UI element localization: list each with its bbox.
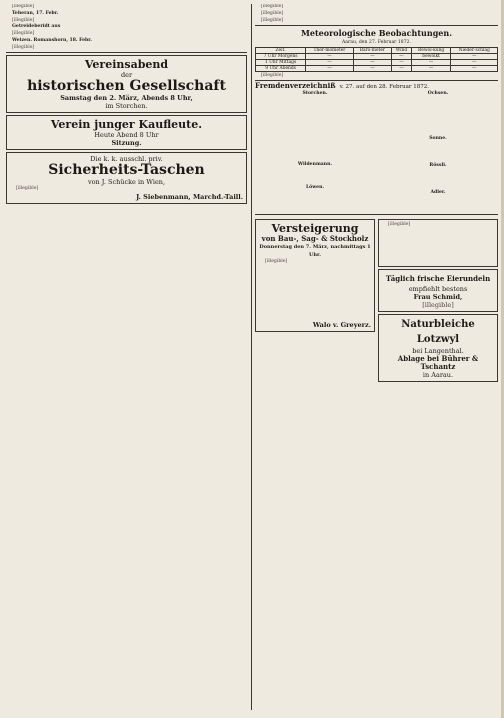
table-cell: — xyxy=(306,66,353,72)
ad-line: empfiehlt bestens xyxy=(408,284,468,293)
report-heading: Getreideberidt aus xyxy=(12,24,61,30)
article-paragraph: [illegible] xyxy=(261,4,284,9)
ad-line: [illegible] xyxy=(422,300,454,309)
guest-list xyxy=(255,190,375,212)
ad-title: Verein junger Kaufleute. xyxy=(50,117,203,131)
advertisement-kaufleute xyxy=(6,115,247,150)
ad-heading: Sicherheits-Taschen xyxy=(48,161,205,178)
column-header: Wind xyxy=(392,48,412,54)
table-cell: — xyxy=(451,66,498,72)
hotel-heading: Storchen. xyxy=(302,90,328,96)
hotel-heading: Ochsen. xyxy=(427,90,449,96)
guest-list xyxy=(255,167,375,185)
table-cell: — xyxy=(306,60,353,66)
ad-heading: historischen Gesellschaft xyxy=(27,77,226,94)
guest-list xyxy=(378,96,498,136)
guest-register xyxy=(255,83,498,212)
guest-register-columns xyxy=(255,91,498,213)
meteorological-section xyxy=(255,28,498,79)
ad-line: Die k. k. ausschl. priv. xyxy=(90,154,163,163)
table-cell: 1 Uhr Mittags xyxy=(256,60,306,66)
ad-title: Versteigerung xyxy=(271,222,359,236)
ad-body: [illegible] xyxy=(265,259,288,265)
table-cell: — xyxy=(411,66,451,72)
bottom-ads xyxy=(255,217,498,384)
ad-signature: Walo v. Greyerz. xyxy=(312,320,371,329)
ad-line: Sitzung. xyxy=(111,138,142,147)
divider xyxy=(255,214,498,215)
article-paragraph: [illegible] xyxy=(12,17,35,23)
newspaper-page xyxy=(6,4,498,714)
advertisement-naturbleiche xyxy=(378,314,498,382)
advertisement-text xyxy=(378,219,498,267)
ad-signature: J. Siebenmann, Marchd.-Taill. xyxy=(136,192,243,201)
section-title: Meteorologische Beobachtungen. xyxy=(301,27,452,38)
ad-line: Donnerstag den 7. März, nachmittags 1 Uhr. xyxy=(259,244,371,259)
section-title: Fremdenverzeichniß xyxy=(255,81,336,91)
guest-list xyxy=(378,141,498,163)
hotel-heading: Wildenmann. xyxy=(297,161,333,167)
advertisement-vereinsabend xyxy=(6,55,247,113)
report-heading: Weizen. Romanshorn, 18. Febr. xyxy=(12,37,92,43)
ad-heading: von Bau-, Sag- & Stockholz xyxy=(261,234,369,244)
bottom-ads-left xyxy=(255,217,375,384)
ad-body: [illegible] xyxy=(16,185,39,191)
meteo-note: [illegible] xyxy=(261,73,284,78)
table-cell: — xyxy=(451,60,498,66)
bottom-ads-right xyxy=(378,217,498,384)
ad-heading: Naturbleiche Lotzwyl xyxy=(401,318,475,345)
column-header: Baro-meter xyxy=(353,48,391,54)
hotel-heading: Adler. xyxy=(430,190,446,196)
section-subtitle: v. 27. auf den 28. Februar 1872. xyxy=(339,84,430,91)
column-header: Zeit. xyxy=(256,48,306,54)
dateline: Teheran, 17. Febr. xyxy=(12,10,59,16)
ad-line: in Aarau. xyxy=(422,370,454,379)
guest-list xyxy=(378,168,498,190)
ad-line: Heute Abend 8 Uhr xyxy=(94,130,159,139)
section-subtitle: Aarau, den 27. Februar 1872. xyxy=(341,39,411,45)
ad-body: [illegible] xyxy=(388,222,411,228)
ad-line: im Storchen. xyxy=(105,101,148,110)
advertisement-eierundeln xyxy=(378,269,498,312)
divider xyxy=(6,52,247,53)
guest-column-left xyxy=(255,91,375,213)
ad-title: Täglich frische Eierundeln xyxy=(385,273,491,283)
article-paragraph: [illegible] xyxy=(12,4,35,9)
table-cell: — xyxy=(353,66,391,72)
guest-list xyxy=(378,196,498,210)
right-column xyxy=(255,4,498,384)
table-cell: — xyxy=(451,54,498,60)
ad-line: der xyxy=(120,70,133,79)
left-column xyxy=(6,4,247,206)
table-cell: — xyxy=(306,54,353,60)
article-paragraph: [illegible] xyxy=(12,31,35,36)
ad-line: bei Langenthal. xyxy=(412,346,464,355)
table-cell: 7 Uhr Morgens xyxy=(256,54,306,60)
hotel-heading: Sonne. xyxy=(429,135,447,141)
table-cell: — xyxy=(411,60,451,66)
hotel-heading: Rössli. xyxy=(429,163,447,168)
weather-table xyxy=(255,47,498,72)
table-cell: — xyxy=(392,60,412,66)
column-divider xyxy=(251,4,252,710)
guest-column-right xyxy=(378,91,498,213)
table-cell: — xyxy=(392,66,412,72)
advertisement-versteigerung xyxy=(255,219,375,332)
advertisement-sicherheits-taschen xyxy=(6,152,247,204)
article-paragraph: [illegible] xyxy=(12,44,35,50)
table-cell: 9 Uhr Abends xyxy=(256,66,306,72)
table-cell: — xyxy=(392,54,412,60)
table-row xyxy=(256,66,498,72)
column-header: Nieder-schlag xyxy=(451,48,498,54)
ad-line: Frau Schmid, xyxy=(413,292,463,301)
ad-line: Ablage bei Bührer & Tschantz xyxy=(397,353,479,371)
guest-list xyxy=(255,96,375,162)
table-cell: bewölkt xyxy=(411,54,451,60)
table-cell: — xyxy=(353,54,391,60)
column-header: Bewöl-kung xyxy=(411,48,451,54)
ad-line: von J. Schücke in Wien, xyxy=(87,177,166,186)
hotel-heading: Löwen. xyxy=(305,185,325,190)
table-cell: — xyxy=(353,60,391,66)
divider xyxy=(255,25,498,26)
ad-line: Samstag den 2. März, Abends 8 Uhr, xyxy=(60,93,193,102)
ad-title: Vereinsabend xyxy=(84,57,169,71)
article-paragraph: [illegible] xyxy=(261,10,284,16)
column-header: Ther-mometer xyxy=(306,48,353,54)
article-paragraph: [illegible] xyxy=(261,17,284,23)
